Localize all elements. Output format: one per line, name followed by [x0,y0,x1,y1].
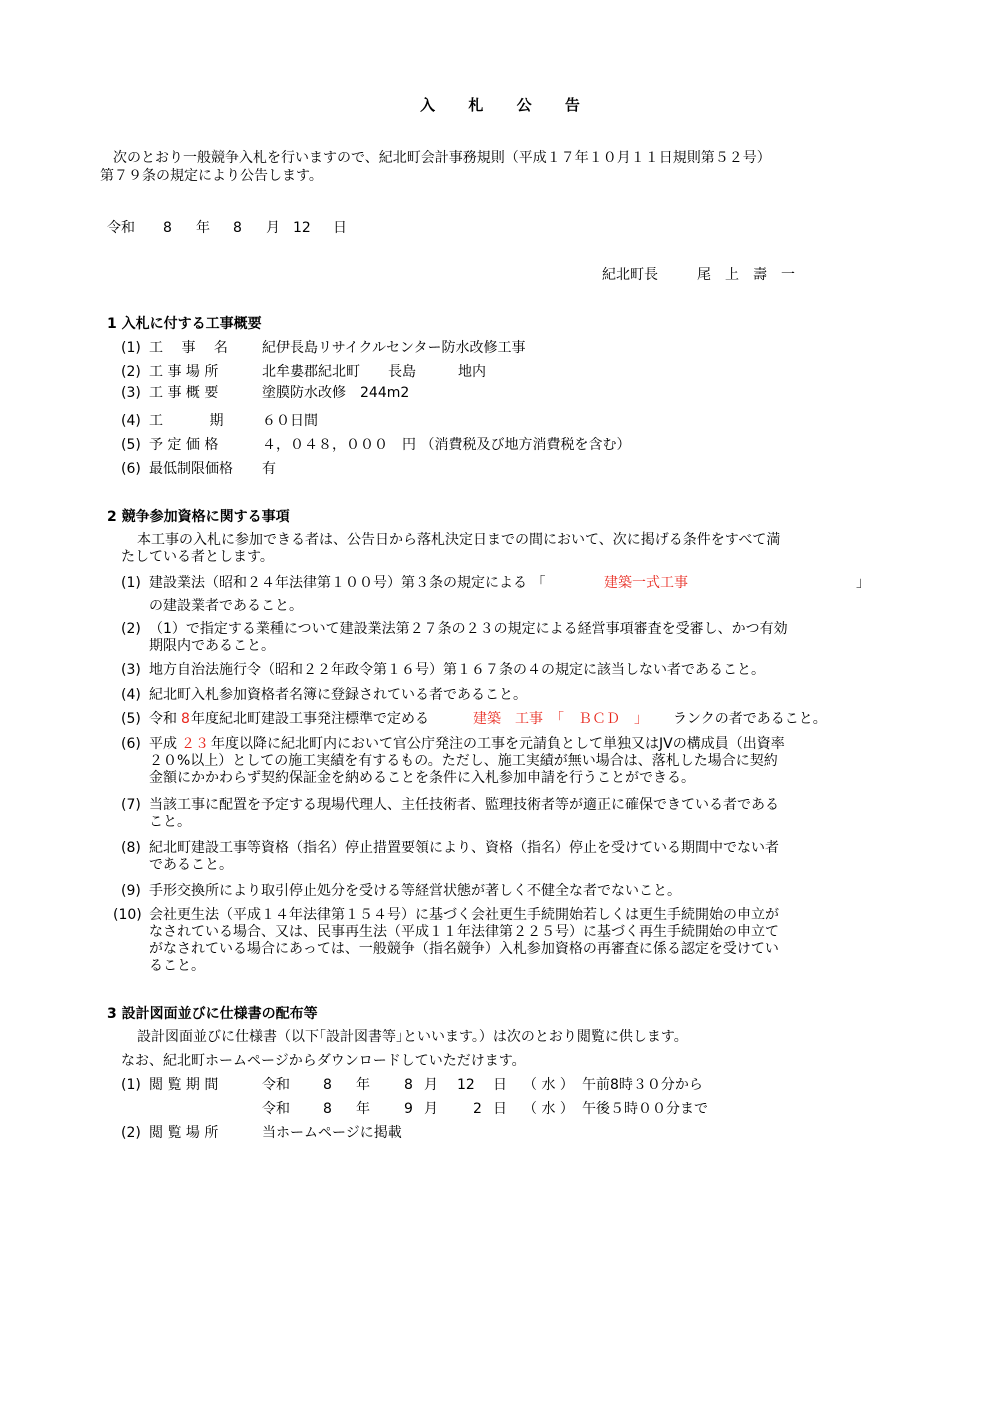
date-day: 12 [293,220,311,236]
start-time: 午前8時３０分から [582,1077,703,1093]
date-era: 令和 [107,220,135,236]
announcement-date [0,220,1000,238]
s2-item-1-line-2: の建設業者であること。 [149,598,303,614]
s2-item-8-num: (8) [121,840,141,856]
end-day: 2 [473,1101,482,1117]
s2-item-6-era: 平成 [149,736,177,752]
s1-item-2-value: 北牟婁郡紀北町 長島 地内 [262,364,486,380]
date-day-unit: 日 [333,220,347,236]
issuer-name: 尾 上 壽 一 [697,267,795,283]
start-day-unit: 日 [493,1077,507,1093]
start-era: 令和 [262,1077,290,1093]
s1-item-4-value: ６０日間 [262,413,318,429]
s2-item-5-num: (5) [121,711,141,727]
viewing-start [0,1077,1000,1095]
s2-item-4-num: (4) [121,687,141,703]
s2-item-10-num: (10) [113,907,142,923]
s2-item-5-year: 8 [181,711,190,727]
s2-item-5-rank: 建築 工事 「 ＢＣＤ 」 [473,711,648,727]
start-month-unit: 月 [424,1077,438,1093]
date-year: 8 [163,220,172,236]
s2-item-2-num: (2) [121,621,141,637]
s2-item-6-line-3: 金額にかかわらず契約保証金を納めることを条件に入札参加申請を行うことができる。 [149,770,695,786]
intro-line-1: 次のとおり一般競争入札を行いますので、紀北町会計事務規則（平成１７年１０月１１日規則第５２号） [113,150,771,166]
s2-item-9-num: (9) [121,883,141,899]
start-year: 8 [323,1077,332,1093]
s3-item-2-label: 閲 覧 場 所 [149,1125,219,1141]
s2-item-10-line-3: がなされている場合にあっては、一般競争（指名競争）入札参加資格の再審査に係る認定を受けてい [149,941,779,957]
end-time: 午後５時００分まで [582,1101,708,1117]
s1-item-5-value: ４，０４８，０００ 円 （消費税及び地方消費税を含む） [262,437,631,453]
s2-item-6-year: ２３ [181,736,209,752]
s1-item-1-label: 工 事 名 [149,340,228,356]
s1-item-5-num: (5) [121,437,141,453]
intro-line-2: 第７９条の規定により公告します。 [100,168,323,184]
end-era: 令和 [262,1101,290,1117]
s2-intro-line-1: 本工事の入札に参加できる者は、公告日から落札決定日までの間において、次に掲げる条件をすべて満 [137,532,781,548]
s1-item-6-label: 最低制限価格 [149,461,233,477]
start-day: 12 [457,1077,475,1093]
s2-intro-line-2: たしている者とします。 [121,549,274,565]
end-weekday: （ 水 ） [523,1101,574,1117]
section-1-heading: 1 入札に付する工事概要 [107,316,262,332]
s2-item-10-line-4: ること。 [149,958,205,974]
section-2-heading: 2 競争参加資格に関する事項 [107,509,290,525]
date-month: 8 [233,220,242,236]
s2-item-2-line-1: （1）で指定する業種について建設業法第２７条の２３の規定による経営事項審査を受審し、かつ有効 [149,621,788,637]
s2-item-1-num: (1) [121,575,141,591]
s1-item-4-num: (4) [121,413,141,429]
s1-item-6-value: 有 [262,461,276,477]
s2-item-8-line-2: であること。 [149,857,233,873]
s2-item-1-close-bracket: 」 [856,575,870,591]
end-month-unit: 月 [424,1101,438,1117]
end-year-unit: 年 [356,1101,370,1117]
s2-item-10-line-1: 会社更生法（平成１４年法律第１５４号）に基づく会社更生手続開始若しくは更生手続開始の申立が [149,907,779,923]
s1-item-3-value: 塗膜防水改修 244m2 [262,385,410,401]
s3-line-2: なお、紀北町ホームページからダウンロードしていただけます。 [121,1053,526,1069]
s1-item-3-label: 工 事 概 要 [149,385,219,401]
s2-item-3-num: (3) [121,662,141,678]
s2-item-4-text: 紀北町入札参加資格者名簿に登録されている者であること。 [149,687,527,703]
s2-item-7-line-2: こと。 [149,814,191,830]
s1-item-5-label: 予 定 価 格 [149,437,219,453]
s1-item-1-num: (1) [121,340,141,356]
s2-item-5-suffix: ランクの者であること。 [673,711,827,727]
s2-item-5-era: 令和 [149,711,177,727]
s3-line-1: 設計図面並びに仕様書（以下｢設計図書等｣といいます。）は次のとおり閲覧に供します。 [137,1029,688,1045]
s2-item-9-text: 手形交換所により取引停止処分を受ける等経営状態が著しく不健全な者でないこと。 [149,883,681,899]
s1-item-2-label: 工 事 場 所 [149,364,219,380]
s1-item-4-label: 工 期 [149,413,224,429]
s2-item-3-text: 地方自治法施行令（昭和２２年政令第１６号）第１６７条の４の規定に該当しない者であること。 [149,662,765,678]
end-year: 8 [323,1101,332,1117]
date-year-unit: 年 [196,220,210,236]
start-month: 8 [404,1077,413,1093]
page-title: 入 札 公 告 [420,96,594,114]
start-weekday: （ 水 ） [523,1077,574,1093]
s2-item-10-line-2: なされている場合、又は、民事再生法（平成１１年法律第２２５号）に基づく再生手続開始の申立て [149,924,779,940]
end-month: 9 [404,1101,413,1117]
start-year-unit: 年 [356,1077,370,1093]
s1-item-3-num: (3) [121,385,141,401]
s2-item-6-line-1: 年度以降に紀北町内において官公庁発注の工事を元請負として単独又はJVの構成員（出資率 [211,736,785,752]
s2-item-6-line-2: ２０%以上）としての施工実績を有するもの。ただし、施工実績が無い場合は、落札した場合に契約 [149,753,778,769]
s1-item-2-num: (2) [121,364,141,380]
s2-item-7-num: (7) [121,797,141,813]
s1-item-1-value: 紀伊長島リサイクルセンター防水改修工事 [262,340,526,356]
viewing-end [0,1101,1000,1119]
issuer-title: 紀北町長 [602,267,658,283]
s2-item-8-line-1: 紀北町建設工事等資格（指名）停止措置要領により、資格（指名）停止を受けている期間中でない者 [149,840,779,856]
s3-item-1-num: (1) [121,1077,141,1093]
date-month-unit: 月 [266,220,280,236]
section-3-heading: 3 設計図面並びに仕様書の配布等 [107,1006,318,1022]
s2-item-6-num: (6) [121,736,141,752]
s2-item-1-category: 建築一式工事 [604,575,688,591]
s3-item-2-num: (2) [121,1125,141,1141]
s3-item-2-value: 当ホームページに掲載 [262,1125,402,1141]
s2-item-5-standard: 年度紀北町建設工事発注標準で定める [191,711,429,727]
end-day-unit: 日 [493,1101,507,1117]
s2-item-1-text: 建設業法（昭和２４年法律第１００号）第３条の規定による 「 [149,575,546,591]
s1-item-6-num: (6) [121,461,141,477]
s3-item-1-label: 閲 覧 期 間 [149,1077,219,1093]
s2-item-2-line-2: 期限内であること。 [149,638,275,654]
s2-item-7-line-1: 当該工事に配置を予定する現場代理人、主任技術者、監理技術者等が適正に確保できている者である [149,797,779,813]
